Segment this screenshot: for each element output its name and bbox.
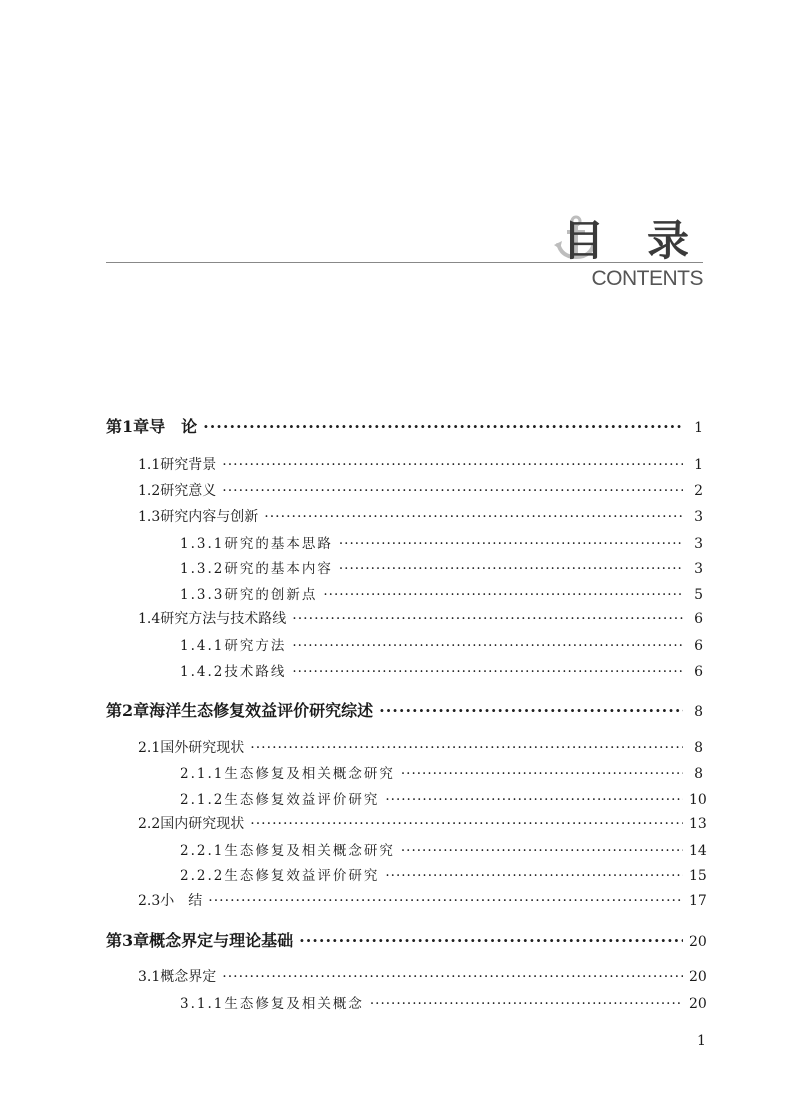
toc-section[interactable] (138, 890, 707, 910)
toc-subsection[interactable] (180, 532, 703, 552)
toc-subsection[interactable] (180, 660, 703, 680)
dot-leader (208, 893, 683, 909)
toc-subsection[interactable] (180, 864, 707, 884)
toc-label: 生态修复效益评价研究 (224, 868, 380, 884)
toc-subsection[interactable] (180, 557, 703, 577)
toc-number: 第2章 (106, 701, 150, 720)
toc-section[interactable] (138, 813, 707, 833)
toc-subsection[interactable] (180, 839, 707, 859)
toc-number: 2.1.2 (180, 792, 225, 808)
toc-label: 研究内容与创新 (160, 509, 259, 525)
dot-leader (222, 969, 683, 985)
toc-number: 1.3 (138, 509, 161, 525)
toc-subsection[interactable] (180, 583, 703, 603)
toc-page: 3 (694, 536, 703, 552)
toc-page: 6 (694, 611, 703, 627)
toc-number: 1.4 (138, 611, 161, 627)
toc-page: 3 (694, 509, 703, 525)
toc-section[interactable] (138, 737, 703, 757)
toc-page: 1 (694, 457, 703, 473)
toc-number: 1.3.1 (180, 536, 225, 552)
toc-label: 概念界定与理论基础 (149, 931, 294, 950)
toc-label: 生态修复及相关概念 (224, 996, 364, 1012)
toc-page: 6 (694, 664, 703, 680)
dot-leader (385, 792, 683, 808)
toc-page: 2 (694, 483, 703, 499)
toc-number: 3.1.1 (180, 996, 225, 1012)
toc-number: 2.1 (138, 740, 161, 756)
toc-page: 13 (689, 816, 707, 832)
dot-leader (222, 483, 683, 499)
dot-leader (292, 638, 683, 654)
toc-subtitle: CONTENTS (591, 267, 703, 290)
toc-label: 海洋生态修复效益评价研究综述 (149, 701, 374, 720)
toc-subsection[interactable] (180, 762, 703, 782)
toc-page: 20 (689, 969, 707, 985)
toc-page: 3 (694, 561, 703, 577)
toc-section[interactable] (138, 608, 703, 628)
toc-page: 10 (689, 792, 707, 808)
toc-section[interactable] (138, 454, 703, 474)
toc-page: 6 (694, 638, 703, 654)
toc-chapter[interactable] (106, 928, 707, 951)
toc-title: 目 录 (562, 216, 703, 265)
dot-leader (222, 457, 683, 473)
toc-label: 研究方法与技术路线 (160, 611, 287, 627)
toc-label: 生态修复及相关概念研究 (224, 766, 395, 782)
toc-label: 国内研究现状 (160, 816, 245, 832)
toc-page: 14 (689, 843, 707, 859)
dot-leader (299, 931, 683, 950)
toc-label: 研究背景 (160, 457, 217, 473)
toc-number: 3.1 (138, 969, 161, 985)
toc-number: 1.2 (138, 483, 161, 499)
toc-subsection[interactable] (180, 788, 707, 808)
toc-number: 1.4.2 (180, 664, 225, 680)
toc-label: 技术路线 (224, 664, 287, 680)
toc-subsection[interactable] (180, 992, 707, 1012)
toc-section[interactable] (138, 966, 707, 986)
toc-label: 概念界定 (160, 969, 217, 985)
dot-leader (250, 740, 683, 756)
toc-page: 8 (694, 740, 703, 756)
toc-number: 第3章 (106, 931, 150, 950)
toc-chapter[interactable] (106, 698, 703, 721)
toc-label: 研究的基本内容 (224, 561, 333, 577)
toc-label: 研究的基本思路 (224, 536, 333, 552)
toc-label: 导 论 (149, 417, 198, 436)
toc-page: 5 (694, 587, 703, 603)
toc-section[interactable] (138, 480, 703, 500)
dot-leader (379, 701, 683, 720)
toc-page: 1 (694, 420, 703, 436)
toc-number: 2.2.1 (180, 843, 225, 859)
dot-leader (401, 843, 683, 859)
toc-label: 小 结 (160, 893, 203, 909)
toc-label: 国外研究现状 (160, 740, 245, 756)
toc-subsection[interactable] (180, 634, 703, 654)
dot-leader (370, 996, 683, 1012)
toc-label: 研究的创新点 (224, 587, 318, 603)
toc-number: 1.1 (138, 457, 161, 473)
dot-leader (264, 509, 683, 525)
dot-leader (339, 561, 683, 577)
toc-number: 1.3.2 (180, 561, 225, 577)
toc-number: 2.2 (138, 816, 161, 832)
toc-label: 研究方法 (224, 638, 287, 654)
toc-label: 研究意义 (160, 483, 217, 499)
dot-leader (250, 816, 683, 832)
toc-chapter[interactable] (106, 414, 703, 437)
toc-number: 2.3 (138, 893, 161, 909)
toc-number: 2.1.1 (180, 766, 225, 782)
dot-leader (339, 536, 683, 552)
dot-leader (203, 417, 683, 436)
header-divider (106, 262, 703, 263)
toc-section[interactable] (138, 506, 703, 526)
toc-number: 2.2.2 (180, 868, 225, 884)
dot-leader (323, 587, 683, 603)
toc-page: 20 (689, 996, 707, 1012)
toc-page: 20 (689, 934, 707, 950)
dot-leader (401, 766, 683, 782)
toc-number: 第1章 (106, 417, 150, 436)
toc-page: 8 (694, 766, 703, 782)
toc-number: 1.3.3 (180, 587, 225, 603)
toc-page: 8 (694, 704, 703, 720)
toc-page: 17 (689, 893, 707, 909)
page-number: 1 (697, 1033, 706, 1049)
toc-page: 15 (689, 868, 707, 884)
toc-number: 1.4.1 (180, 638, 225, 654)
toc-label: 生态修复效益评价研究 (224, 792, 380, 808)
dot-leader (292, 664, 683, 680)
dot-leader (292, 611, 683, 627)
dot-leader (385, 868, 683, 884)
toc-label: 生态修复及相关概念研究 (224, 843, 395, 859)
